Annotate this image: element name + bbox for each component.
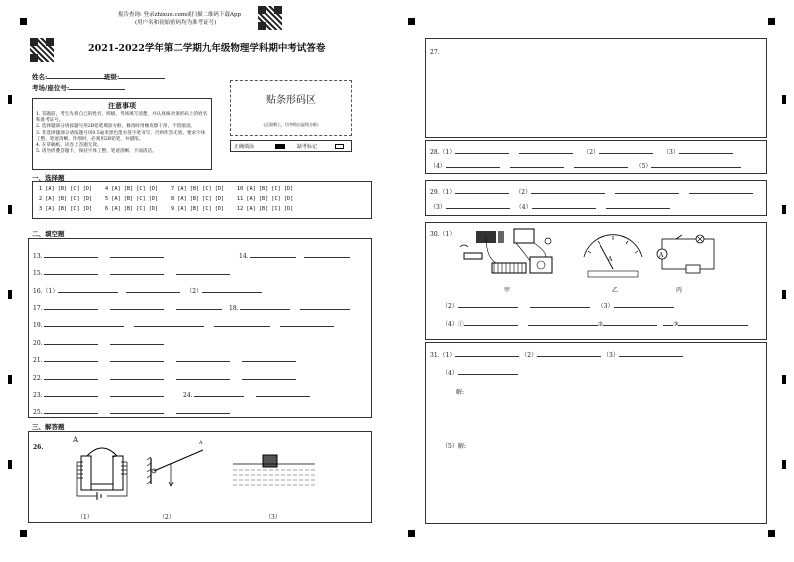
q31-5-label: （5）解: xyxy=(442,443,466,450)
section-choice: 一、选择题 xyxy=(32,174,65,182)
side-marker xyxy=(782,205,786,214)
corner-marker xyxy=(768,18,775,25)
answer-line[interactable] xyxy=(214,320,270,327)
corner-marker xyxy=(408,18,415,25)
q30-4b-label: ② xyxy=(597,321,604,328)
q30-box xyxy=(425,222,767,340)
q27-number: 27. xyxy=(430,49,440,56)
answer-line[interactable] xyxy=(110,390,164,397)
name-field[interactable] xyxy=(32,72,107,81)
q31-3-label: （3） xyxy=(603,352,619,359)
barcode-hint: (正面朝上，切勿贴出虚线方框) xyxy=(263,122,319,127)
circuit-figure-jia xyxy=(456,227,566,285)
answer-line[interactable] xyxy=(510,161,564,168)
svg-text:A: A xyxy=(608,256,613,263)
qr-code xyxy=(30,38,54,62)
q17-label: 17. xyxy=(33,305,43,312)
side-marker xyxy=(782,460,786,469)
answer-line[interactable] xyxy=(250,251,296,258)
choice-option-row[interactable]: 9 [A] [B] [C] [D] xyxy=(171,206,225,212)
q15-label: 15. xyxy=(33,270,43,277)
horseshoe-magnet-figure xyxy=(67,438,137,500)
choice-option-row[interactable]: 7 [A] [B] [C] [D] xyxy=(171,186,225,192)
answer-line[interactable] xyxy=(176,303,222,310)
answer-line[interactable] xyxy=(280,320,334,327)
corner-marker xyxy=(768,530,775,537)
barcode-area xyxy=(230,80,352,136)
q30-label: 30.（1） xyxy=(430,231,456,238)
choice-option-row[interactable]: 4 [A] [B] [C] [D] xyxy=(105,186,159,192)
answer-line[interactable] xyxy=(176,407,230,414)
q27-box xyxy=(425,38,767,138)
q31-label: 31.（1） xyxy=(430,352,456,359)
answer-line[interactable] xyxy=(458,301,518,308)
q28-4-label: （4） xyxy=(430,163,446,170)
answer-line[interactable] xyxy=(455,147,509,154)
q28-5-label: （5） xyxy=(635,163,652,170)
fig1-caption: （1） xyxy=(77,514,93,521)
answer-line[interactable] xyxy=(614,301,674,308)
q26-box xyxy=(28,431,372,523)
answer-line[interactable] xyxy=(44,303,98,310)
answer-line[interactable] xyxy=(256,390,310,397)
q31-2-label: （2） xyxy=(521,352,538,359)
answer-line[interactable] xyxy=(242,355,296,362)
answer-line[interactable] xyxy=(663,319,673,326)
missing-checkbox[interactable] xyxy=(335,144,344,149)
fig-bing-label: 丙 xyxy=(676,287,683,294)
note-item: 2. 选择题部分请按题号用2B铅笔填涂方框，修改时用橡皮擦干净，不留痕迹。 xyxy=(36,124,196,130)
class-field[interactable] xyxy=(104,72,165,81)
q28-box xyxy=(425,140,767,174)
q16-label: 16.（1） xyxy=(33,288,59,295)
answer-line[interactable] xyxy=(44,268,98,275)
answer-line[interactable] xyxy=(110,407,164,414)
q29-4-label: （4） xyxy=(515,204,532,211)
circuit-figure-bing xyxy=(652,233,722,279)
q31-box xyxy=(425,342,767,524)
q13-label: 13. xyxy=(33,253,43,260)
answer-line[interactable] xyxy=(126,286,180,293)
answer-line[interactable] xyxy=(464,319,518,326)
answer-line[interactable] xyxy=(110,303,164,310)
answer-line[interactable] xyxy=(455,350,519,357)
answer-line[interactable] xyxy=(176,355,230,362)
note-item: 5. 请勿折叠答题卡，保持字体工整、笔迹清晰、卡面清洁。 xyxy=(36,149,157,155)
side-marker xyxy=(782,290,786,299)
q29-2-label: （2） xyxy=(515,189,532,196)
q18-label: 18. xyxy=(229,305,239,312)
answer-line[interactable] xyxy=(455,187,509,194)
q22-label: 22. xyxy=(33,375,43,382)
answer-line[interactable] xyxy=(458,368,518,375)
answer-line[interactable] xyxy=(110,268,164,275)
note-item: 1. 答题前，考生先将自己的姓名、班级、考场填写清楚，并认真核对条形码上的姓名和准考证号。 xyxy=(36,112,208,124)
answer-line[interactable] xyxy=(176,268,230,275)
q30-4a-label: （4）① xyxy=(442,321,464,328)
q24-label: 24. xyxy=(183,392,193,399)
corner-marker xyxy=(20,18,27,25)
q23-label: 23. xyxy=(33,392,43,399)
answer-line[interactable] xyxy=(651,161,741,168)
fig2-label-a: A xyxy=(199,440,203,446)
page-title: 2021-2022学年第二学期九年级物理学科期中考试答卷 xyxy=(88,43,326,54)
answer-line[interactable] xyxy=(574,161,628,168)
side-marker xyxy=(782,375,786,384)
choice-option-row[interactable]: 8 [A] [B] [C] [D] xyxy=(171,196,225,202)
side-marker xyxy=(782,95,786,104)
q16b-label: （2） xyxy=(186,288,203,295)
q29-label: 29.（1） xyxy=(430,189,456,196)
qr-code xyxy=(258,6,282,30)
q14-label: 14. xyxy=(239,253,249,260)
q28-2-label: （2） xyxy=(583,149,600,156)
notes-box xyxy=(32,98,212,170)
answer-line[interactable] xyxy=(44,373,98,380)
answer-line[interactable] xyxy=(689,187,753,194)
report-notice-sub: (用户名和初始密码均为准考证号) xyxy=(135,20,217,26)
q26-number: 26. xyxy=(33,444,44,451)
answer-line[interactable] xyxy=(599,147,653,154)
fill-sample xyxy=(275,144,285,149)
side-marker xyxy=(8,460,12,469)
ammeter-figure-yi xyxy=(578,227,648,279)
fig1-label-a: A xyxy=(73,436,79,444)
answer-line[interactable] xyxy=(110,251,164,258)
answer-line[interactable] xyxy=(537,350,601,357)
marks-bar xyxy=(230,140,352,152)
answer-line[interactable] xyxy=(619,350,683,357)
answer-line[interactable] xyxy=(519,147,573,154)
report-notice: 报告查询: 登录zhixue.com或扫描二维码下载App xyxy=(118,12,242,18)
side-marker xyxy=(8,290,12,299)
section-fill: 二、填空题 xyxy=(32,230,65,238)
fig-jia-label: 甲 xyxy=(504,287,511,294)
answer-line[interactable] xyxy=(678,319,748,326)
q29-box xyxy=(425,180,767,216)
lever-figure xyxy=(141,438,211,498)
choice-option-row[interactable]: 1 [A] [B] [C] [D] xyxy=(39,186,93,192)
name-label: 姓名: xyxy=(32,73,48,81)
seat-field[interactable] xyxy=(32,83,125,92)
answer-line[interactable] xyxy=(58,286,118,293)
side-marker xyxy=(8,205,12,214)
answer-line[interactable] xyxy=(532,202,596,209)
answer-line[interactable] xyxy=(300,303,350,310)
answer-line[interactable] xyxy=(44,390,98,397)
answer-line[interactable] xyxy=(606,202,670,209)
choice-option-row[interactable]: 10 [A] [B] [C] [D] xyxy=(237,186,294,192)
answer-line[interactable] xyxy=(446,202,510,209)
answer-line[interactable] xyxy=(44,407,98,414)
fill-box xyxy=(28,238,372,418)
choice-option-row[interactable]: 12 [A] [B] [C] [D] xyxy=(237,206,294,212)
svg-text:A: A xyxy=(659,252,664,259)
note-item: 4. 在草稿纸、试卷上答题无效。 xyxy=(36,143,102,149)
answer-line[interactable] xyxy=(110,355,164,362)
answer-line[interactable] xyxy=(202,286,262,293)
q31-4-label: （4） xyxy=(442,370,458,377)
choice-option-row[interactable]: 3 [A] [B] [C] [D] xyxy=(39,206,93,212)
answer-line[interactable] xyxy=(134,320,204,327)
fig-yi-label: 乙 xyxy=(612,287,619,294)
answer-line[interactable] xyxy=(242,373,296,380)
answer-line[interactable] xyxy=(615,187,679,194)
choice-option-row[interactable]: 11 [A] [B] [C] [D] xyxy=(237,196,294,202)
q20-label: 20. xyxy=(33,340,43,347)
notes-title: 注意事项 xyxy=(108,101,136,110)
q19-label: 19. xyxy=(33,322,43,329)
answer-line[interactable] xyxy=(194,390,244,397)
choice-option-row[interactable]: 2 [A] [B] [C] [D] xyxy=(39,196,93,202)
answer-line[interactable] xyxy=(304,251,350,258)
q29-3-label: （3） xyxy=(430,204,446,211)
answer-line[interactable] xyxy=(110,338,164,345)
seat-label: 考场/座位号: xyxy=(32,84,70,92)
answer-line[interactable] xyxy=(44,338,98,345)
q25-label: 25. xyxy=(33,409,43,416)
fig2-caption: （2） xyxy=(159,514,175,521)
answer-line[interactable] xyxy=(679,147,733,154)
answer-line[interactable] xyxy=(44,355,98,362)
answer-line[interactable] xyxy=(176,373,230,380)
q30-3-label: （3） xyxy=(597,303,614,310)
answer-line[interactable] xyxy=(240,303,290,310)
answer-line[interactable] xyxy=(603,319,657,326)
section-solve: 三、解答题 xyxy=(32,423,65,431)
fill-label: 正确填涂 xyxy=(234,144,255,150)
answer-line[interactable] xyxy=(110,373,164,380)
answer-line[interactable] xyxy=(44,251,98,258)
answer-line[interactable] xyxy=(446,161,500,168)
barcode-title: 贴条形码区 xyxy=(266,95,316,106)
class-label: 班级: xyxy=(104,73,120,81)
answer-line[interactable] xyxy=(528,319,598,326)
notes-list xyxy=(33,111,211,156)
answer-line[interactable] xyxy=(530,301,590,308)
answer-line[interactable] xyxy=(44,320,124,327)
answer-line[interactable] xyxy=(531,187,605,194)
missing-label: 缺考标记 xyxy=(297,144,318,150)
q28-3-label: （3） xyxy=(662,149,679,156)
side-marker xyxy=(8,375,12,384)
q30-4c-label: ③ xyxy=(673,321,679,328)
floating-block-figure xyxy=(229,452,319,492)
choice-option-row[interactable]: 5 [A] [B] [C] [D] xyxy=(105,196,159,202)
q28-label: 28.（1） xyxy=(430,149,456,156)
corner-marker xyxy=(20,530,27,537)
choice-option-row[interactable]: 6 [A] [B] [C] [D] xyxy=(105,206,159,212)
choice-box xyxy=(32,181,372,219)
q21-label: 21. xyxy=(33,357,43,364)
fig3-caption: （3） xyxy=(265,514,281,521)
q30-2-label: （2） xyxy=(442,303,458,310)
corner-marker xyxy=(408,530,415,537)
solution-label: 解: xyxy=(456,389,465,396)
side-marker xyxy=(8,95,12,104)
note-item: 3. 非选择题部分请按题号用0.5毫米黑色墨水签字笔书写，否则作答无效。要求字体工整、笔迹清晰。作图时，必须用2B铅笔，并描浓。 xyxy=(36,130,206,142)
